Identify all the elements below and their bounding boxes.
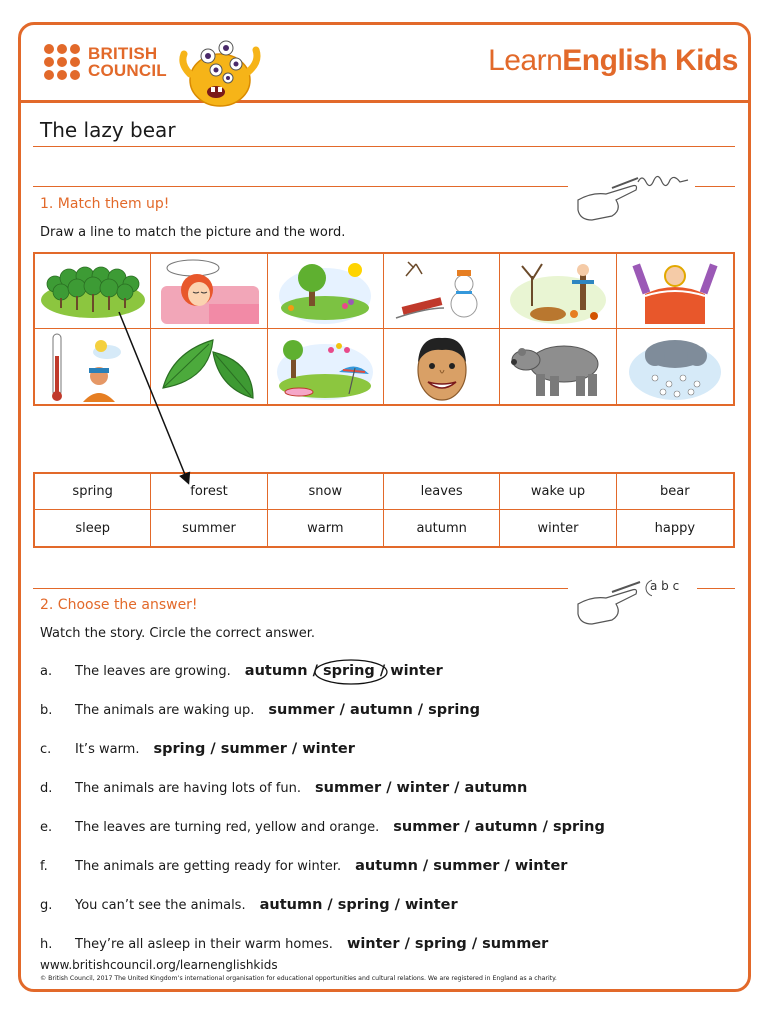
question-text: They’re all asleep in their warm homes. [75,937,333,952]
bear-icon [502,332,614,402]
learnenglish-kids-logo [488,44,738,78]
question-text: The animals are having lots of fun. [75,781,301,796]
word-cell[interactable]: wake up [500,474,616,510]
section2-rule-left [33,588,568,589]
question-letter: b. [40,703,53,718]
worksheet-title: The lazy bear [40,118,176,142]
question-text: You can’t see the animals. [75,898,246,913]
footer-url[interactable]: www.britishcouncil.org/learnenglishkids [40,958,278,972]
picture-leaves[interactable] [151,329,267,404]
picture-summer[interactable] [268,329,384,404]
title-underline [33,146,735,147]
question-text: The leaves are growing. [75,664,231,679]
section2-instruction: Watch the story. Circle the correct answer. [40,626,315,641]
header-divider [18,100,751,103]
question-a [40,663,443,679]
snow-cloud-icon [619,332,731,402]
writing-hand-abc-icon [572,572,652,630]
happy-face-icon [386,332,498,402]
question-options[interactable]: summer / autumn / spring [393,819,605,835]
writing-hand-icon [572,170,692,226]
question-options[interactable]: summer / winter / autumn [314,780,528,796]
word-cell[interactable]: forest [151,474,267,510]
question-b [40,702,480,718]
question-d [40,780,527,796]
word-cell[interactable]: spring [35,474,151,510]
question-letter: h. [40,937,53,952]
picture-snow-cloud[interactable] [617,329,733,404]
site-name-bold: English [562,44,668,77]
question-letter: g. [40,898,53,913]
abc-label: a b c [650,579,680,593]
question-options[interactable]: winter / spring / summer [346,936,549,952]
snowman-sled-icon [386,256,498,326]
question-options[interactable]: autumn / spring / winter [259,897,458,913]
question-options[interactable]: autumn / summer / winter [355,858,568,874]
picture-forest[interactable] [35,254,151,329]
question-letter: e. [40,820,53,835]
question-options[interactable]: spring / summer / winter [153,741,355,757]
word-cell[interactable]: leaves [384,474,500,510]
site-name-prefix: Learn [488,44,563,77]
picture-bear[interactable] [500,329,616,404]
section1-rule-right [695,186,735,187]
section1-rule-left [33,186,568,187]
picture-autumn[interactable] [500,254,616,329]
question-text: The leaves are turning red, yellow and orange. [75,820,380,835]
word-cell[interactable]: autumn [384,510,500,546]
section2-rule-right [697,588,735,589]
leaves-icon [153,332,265,402]
section1-heading: 1. Match them up! [40,196,170,212]
word-cell[interactable]: bear [617,474,733,510]
question-h [40,936,548,952]
word-cell[interactable]: summer [151,510,267,546]
word-cell[interactable]: happy [654,520,696,536]
question-letter: c. [40,742,52,757]
picture-warm[interactable] [35,329,151,404]
spring-tree-icon [269,256,381,326]
picture-spring[interactable] [268,254,384,329]
word-cell[interactable]: winter [500,510,616,546]
brand-line-2: COUNCIL [88,61,167,80]
question-letter: d. [40,781,53,796]
section2-heading: 2. Choose the answer! [40,597,198,613]
sleeping-girl-icon [153,256,265,326]
autumn-scarecrow-icon [502,256,614,326]
waking-up-icon [619,256,731,326]
section1-instruction: Draw a line to match the picture and the word. [40,225,346,240]
summer-beach-icon [269,332,381,402]
word-grid [33,472,735,548]
question-text: The animals are getting ready for winter. [75,859,342,874]
thermometer-warm-icon [37,332,149,402]
site-name-suffix: Kids [674,44,738,77]
word-cell[interactable]: sleep [35,510,151,546]
british-council-dots-icon [44,44,80,80]
picture-sleep[interactable] [151,254,267,329]
question-letter: a. [40,664,53,679]
word-cell[interactable]: warm [268,510,384,546]
word-cell[interactable]: snow [268,474,384,510]
picture-grid [33,252,735,406]
monster-mascot-icon [176,34,264,108]
question-f [40,858,567,874]
picture-wake-up[interactable] [617,254,733,329]
footer-copyright: © British Council, 2017 The United Kingdom’s international organisation for educational opportunities and cultural relations. We are registered in England as a charity. [40,975,557,982]
question-e [40,819,605,835]
question-options[interactable]: autumn / spring / winter [244,663,443,679]
question-letter: f. [40,859,48,874]
question-text: The animals are waking up. [75,703,255,718]
picture-snow[interactable] [384,254,500,329]
question-text: It’s warm. [75,742,140,757]
question-options[interactable]: summer / autumn / spring [268,702,480,718]
brand-line-1: BRITISH [88,44,158,63]
forest-icon [37,256,149,326]
question-c [40,741,355,757]
british-council-logo [44,44,167,80]
question-g [40,897,458,913]
picture-happy[interactable] [384,329,500,404]
